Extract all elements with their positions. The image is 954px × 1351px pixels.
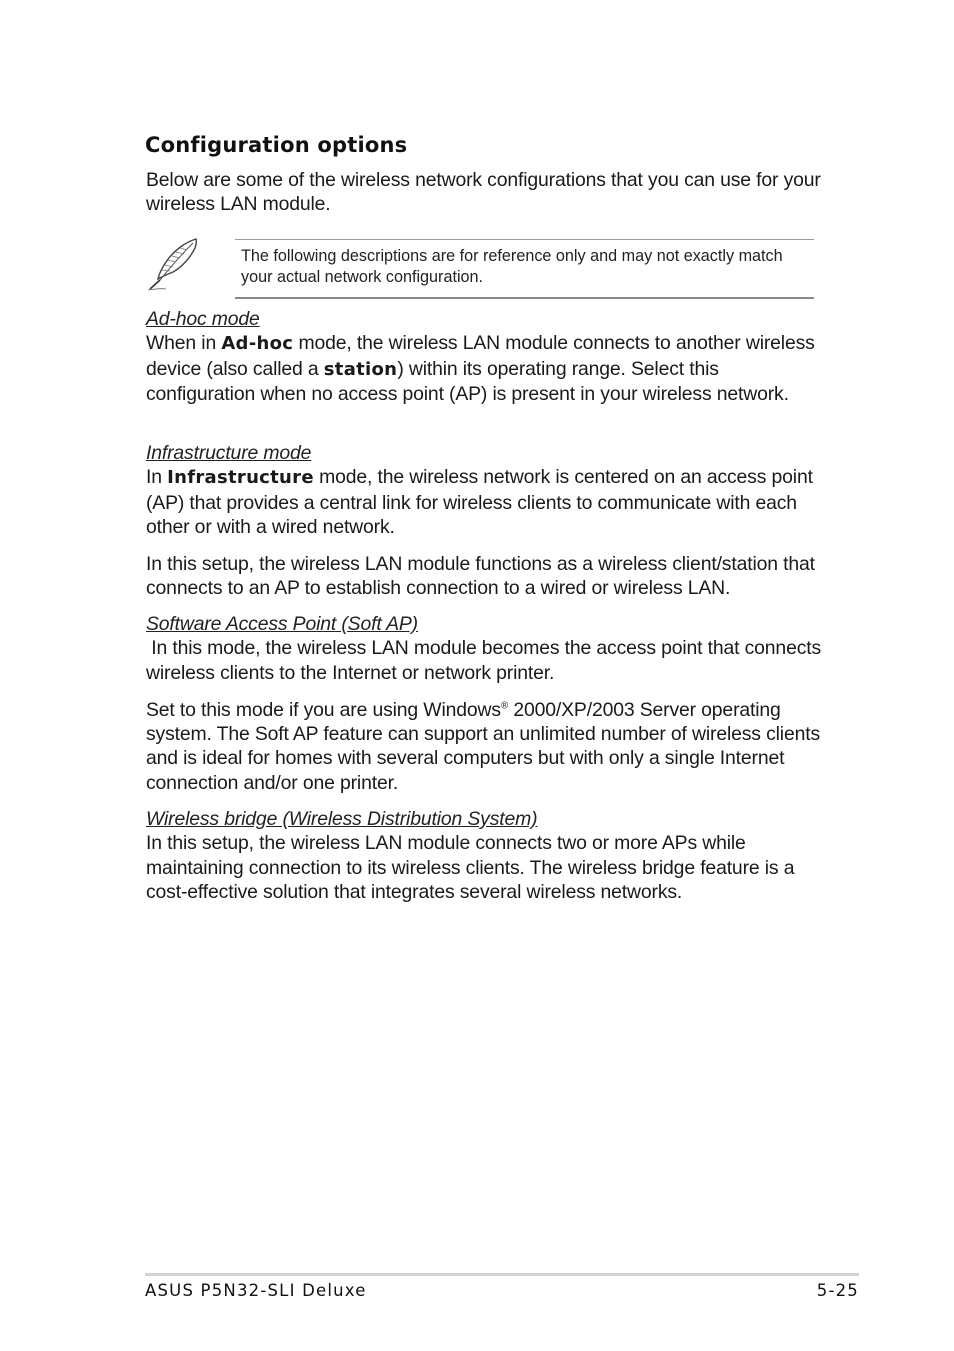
footer-rule <box>145 1273 859 1276</box>
infrastructure-paragraph-2: In this setup, the wireless LAN module functions as a wireless client/station that connects to an AP to establish connection to a wired or wireless LAN. <box>146 553 815 600</box>
note-top-rule <box>235 239 814 240</box>
wds-title: Wireless bridge (Wireless Distribution System) <box>146 808 538 830</box>
softap-paragraph-2: Set to this mode if you are using Windows® 2000/XP/2003 Server operating system. The Soft AP feature can support an unlimited number of wireless clients and is ideal for homes with several computers but with only a single Internet connection and/or one printer. <box>146 698 820 794</box>
note-box <box>146 236 814 299</box>
infrastructure-title: Infrastructure mode <box>146 442 312 464</box>
softap-section <box>146 612 826 795</box>
infrastructure-paragraph: In Infrastructure mode, the wireless network is centered on an access point (AP) that provides a central link for wireless clients to communicate with each other or with a wired network. <box>146 466 813 538</box>
footer-product-name: ASUS P5N32-SLI Deluxe <box>145 1281 367 1300</box>
adhoc-section <box>146 307 826 406</box>
intro-paragraph: Below are some of the wireless network configurations that you can use for your wireless LAN module. <box>146 169 821 216</box>
registered-mark: ® <box>500 700 509 712</box>
term-infrastructure: Infrastructure <box>167 467 314 489</box>
wds-paragraph: In this setup, the wireless LAN module connects two or more APs while maintaining connection to its wireless clients. The wireless bridge feature is a cost-effective solution that integrates several wireless networks. <box>146 832 795 903</box>
softap-paragraph: In this mode, the wireless LAN module becomes the access point that connects wireless clients to the Internet or network printer. <box>146 637 827 684</box>
section-heading: Configuration options <box>145 133 408 157</box>
wds-section <box>146 807 826 904</box>
term-adhoc: Ad-hoc <box>221 333 294 355</box>
quill-pen-icon <box>146 236 202 292</box>
infrastructure-section <box>146 441 826 601</box>
note-text: The following descriptions are for reference only and may not exactly match your actual network configuration. <box>241 247 783 286</box>
footer-page-number: 5-25 <box>816 1281 859 1300</box>
adhoc-paragraph: When in Ad-hoc mode, the wireless LAN module connects to another wireless device (also called a station) within its operating range. Select this configuration when no access point (AP) is present in your wireless network. <box>146 332 815 405</box>
note-bottom-rule <box>235 297 814 299</box>
adhoc-title: Ad-hoc mode <box>146 308 260 330</box>
term-station: station <box>323 358 398 380</box>
softap-title: Software Access Point (Soft AP) <box>146 613 418 635</box>
